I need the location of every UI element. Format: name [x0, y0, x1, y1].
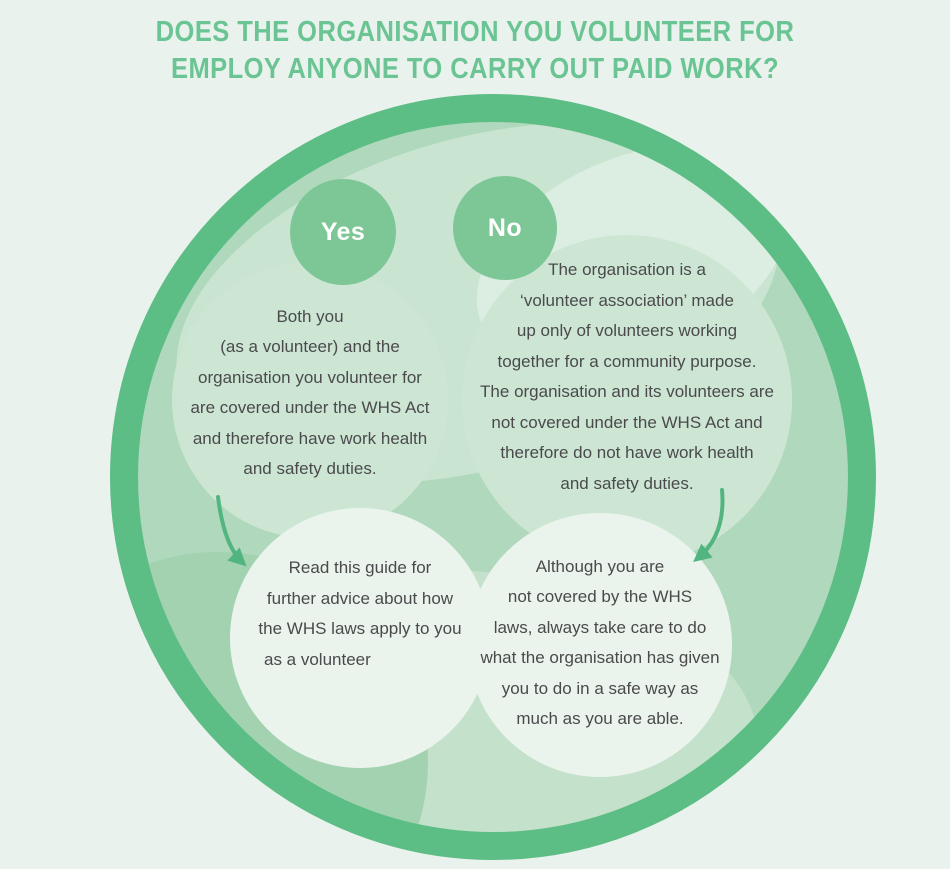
yes-advice-circle [230, 508, 490, 768]
no-advice-circle [468, 513, 732, 777]
text-line: ‘volunteer association’ made [520, 290, 734, 310]
decision-wheel [110, 94, 876, 860]
text-line: therefore do not have work health [500, 443, 754, 462]
text-line: Read this guide for [288, 558, 432, 577]
text-line: and safety duties. [243, 459, 377, 478]
page-title-line-1: DOES THE ORGANISATION YOU VOLUNTEER FOR [155, 16, 795, 48]
text-line: and therefore have work health [192, 428, 428, 448]
text-line: and safety duties. [560, 473, 694, 493]
bottom-white-strip [0, 869, 950, 891]
yes-branch-circle [290, 179, 396, 285]
text-line: you to do in a safe way as [501, 678, 699, 698]
text-line: not covered by the WHS [507, 587, 693, 606]
text-line: laws, always take care to do [493, 617, 707, 637]
yes-outcome-circle [172, 262, 448, 538]
text-line: The organisation is a [548, 260, 706, 279]
text-line: are covered under the WHS Act [190, 398, 430, 417]
text-line: much as you are able. [516, 709, 684, 728]
text-line: Although you are [535, 556, 665, 576]
yes-label: Yes [320, 217, 366, 246]
text-line: not covered under the WHS Act and [491, 412, 763, 432]
decision-wheel-interior [138, 122, 848, 832]
text-line: The organisation and its volunteers are [480, 382, 774, 401]
text-line: organisation you volunteer for [198, 367, 422, 387]
page-title-line-2: EMPLOY ANYONE TO CARRY OUT PAID WORK? [170, 53, 779, 85]
page-title [57, 14, 893, 88]
text-line: Both you [276, 306, 344, 326]
text-line: together for a community purpose. [497, 351, 757, 371]
text-line: (as a volunteer) and the [220, 337, 400, 356]
text-line: further advice about how [266, 588, 454, 608]
no-label: No [487, 213, 523, 242]
text-line: the WHS laws apply to you [258, 619, 462, 638]
no-branch-circle [453, 176, 557, 280]
text-line: what the organisation has given [480, 648, 720, 667]
text-line: as a volunteer [264, 649, 371, 669]
text-line: up only of volunteers working [516, 321, 738, 340]
